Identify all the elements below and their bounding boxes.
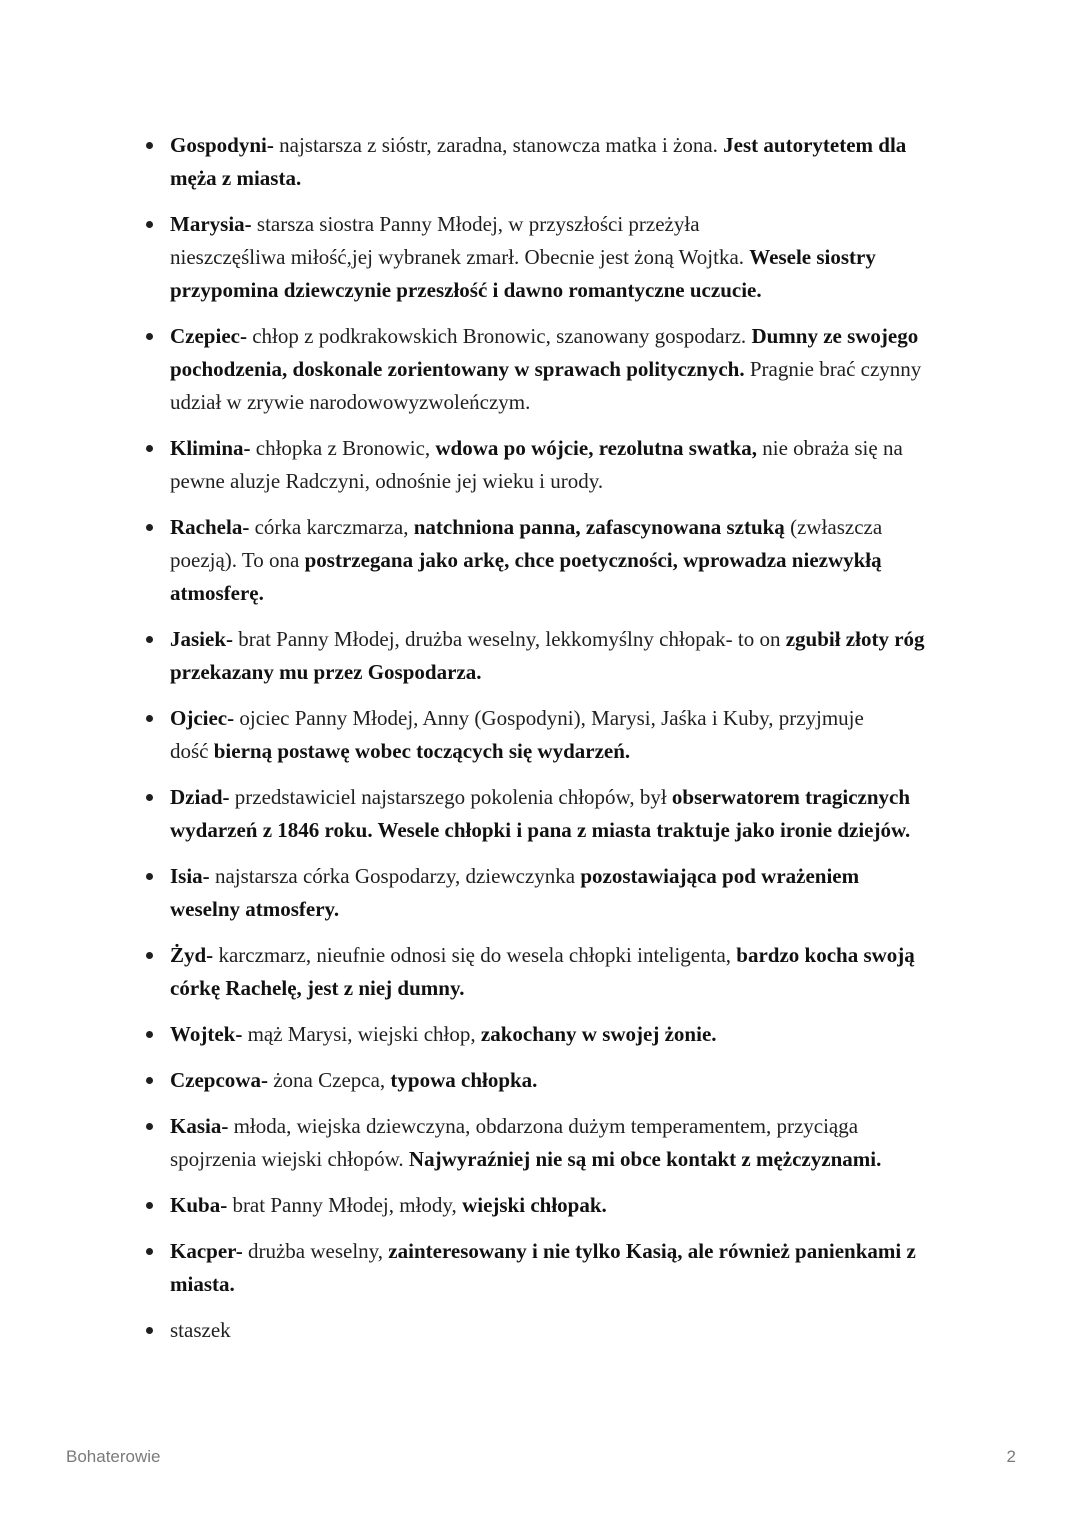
bold-text: przypomina dziewczynie przeszłość i dawno romantyczne uczucie. (170, 278, 762, 302)
list-item-line (170, 386, 960, 419)
bold-text: przekazany mu przez Gospodarza. (170, 660, 482, 684)
bold-text: Dziad- (170, 785, 230, 809)
list-item-line (170, 353, 960, 386)
list-item-line (170, 623, 960, 656)
bold-text: obserwatorem tragicznych (671, 785, 911, 809)
list-item-line (170, 1268, 960, 1301)
bold-text: postrzegana jako arkę, chce poetyczności, wprowadza niezwykłą (304, 548, 882, 572)
list-item-line (170, 208, 960, 241)
body-text: córka karczmarza, (249, 515, 414, 539)
bold-text: córkę Rachelę, jest z niej dumny. (170, 976, 465, 1000)
body-text: brat Panny Młodej, drużba weselny, lekkomyślny chłopak- to on (233, 627, 786, 651)
bold-text: Czepiec- (170, 324, 247, 348)
bold-text: Żyd- (170, 943, 214, 967)
bold-text: Wojtek- (170, 1022, 243, 1046)
body-text: brat Panny Młodej, młody, (227, 1193, 463, 1217)
body-text: starsza siostra Panny Młodej, w przyszłości przeżyła (251, 212, 700, 236)
body-text: (zwłaszcza (784, 515, 883, 539)
body-text: poezją). To ona (170, 548, 305, 572)
body-text: pewne aluzje Radczyni, odnośnie jej wieku i urody. (170, 469, 604, 493)
body-text: staszek (170, 1318, 231, 1342)
list-item (170, 1018, 960, 1051)
list-item-line (170, 274, 960, 307)
list-item-line (170, 1064, 960, 1097)
list-item (170, 860, 960, 926)
list-item-line (170, 702, 960, 735)
body-text: drużba weselny, (242, 1239, 389, 1263)
bold-text: Kasia- (170, 1114, 229, 1138)
list-item (170, 1064, 960, 1097)
bold-text: bierną postawę wobec toczących się wydarzeń. (213, 739, 631, 763)
list-item (170, 432, 960, 498)
list-item (170, 511, 960, 610)
body-text: chłop z podkrakowskich Bronowic, szanowany gospodarz. (246, 324, 752, 348)
bold-text: Dumny ze swojego (751, 324, 919, 348)
bold-text: zainteresowany i nie tylko Kasią, ale również panienkami z (388, 1239, 916, 1263)
list-item-line (170, 432, 960, 465)
body-text: żona Czepca, (267, 1068, 391, 1092)
body-text: karczmarz, nieufnie odnosi się do wesela chłopki inteligenta, (213, 943, 737, 967)
bold-text: weselny atmosfery. (170, 897, 340, 921)
list-item (170, 320, 960, 419)
bold-text: Jest autorytetem dla (723, 133, 907, 157)
bold-text: Wesele siostry (749, 245, 876, 269)
body-text: mąż Marysi, wiejski chłop, (242, 1022, 481, 1046)
footer-page-number: 2 (1006, 1447, 1016, 1466)
list-item-line (170, 241, 960, 274)
list-item (170, 781, 960, 847)
body-text: dość (170, 739, 214, 763)
list-item-line (170, 511, 960, 544)
list-item-line (170, 320, 960, 353)
list-item-line (170, 939, 960, 972)
bold-text: pochodzenia, doskonale zorientowany w sprawach politycznych. (170, 357, 745, 381)
bold-text: wydarzeń z 1846 roku. Wesele chłopki i pana z miasta traktuje jako ironie dziejów. (170, 818, 911, 842)
list-item-line (170, 781, 960, 814)
body-text: przedstawiciel najstarszego pokolenia chłopów, był (229, 785, 672, 809)
list-item-line (170, 972, 960, 1005)
bold-text: męża z miasta. (170, 166, 302, 190)
bold-text: Rachela- (170, 515, 250, 539)
list-item (170, 208, 960, 307)
bold-text: Ojciec- (170, 706, 235, 730)
body-text: najstarsza z sióstr, zaradna, stanowcza matka i żona. (273, 133, 724, 157)
list-item (170, 1235, 960, 1301)
bold-text: pozostawiająca pod wrażeniem (580, 864, 860, 888)
bold-text: Kuba- (170, 1193, 228, 1217)
bold-text: Isia- (170, 864, 210, 888)
body-text: chłopka z Bronowic, (250, 436, 436, 460)
bold-text: Najwyraźniej nie są mi obce kontakt z mężczyznami. (408, 1147, 882, 1171)
body-text: udział w zrywie narodowowyzwoleńczym. (170, 390, 531, 414)
bold-text: wiejski chłopak. (462, 1193, 607, 1217)
list-item-line (170, 893, 960, 926)
bold-text: miasta. (170, 1272, 235, 1296)
list-item-line (170, 1235, 960, 1268)
list-item-line (170, 1018, 960, 1051)
footer-document-title: Bohaterowie (66, 1447, 161, 1466)
list-item-line (170, 465, 960, 498)
bold-text: atmosferę. (170, 581, 264, 605)
list-item (170, 939, 960, 1005)
bold-text: Klimina- (170, 436, 251, 460)
list-item (170, 702, 960, 768)
list-item-line (170, 1110, 960, 1143)
list-item-line (170, 735, 960, 768)
bold-text: Gospodyni- (170, 133, 274, 157)
bold-text: bardzo kocha swoją (736, 943, 915, 967)
character-list (170, 129, 960, 1360)
bold-text: Marysia- (170, 212, 252, 236)
list-item (170, 129, 960, 195)
list-item (170, 1189, 960, 1222)
body-text: najstarsza córka Gospodarzy, dziewczynka (209, 864, 581, 888)
body-text: ojciec Panny Młodej, Anny (Gospodyni), Marysi, Jaśka i Kuby, przyjmuje (234, 706, 864, 730)
list-item-line (170, 162, 960, 195)
list-item-line (170, 656, 960, 689)
list-item-line (170, 129, 960, 162)
bold-text: Kacper- (170, 1239, 243, 1263)
body-text: spojrzenia wiejski chłopów. (170, 1147, 409, 1171)
list-item (170, 623, 960, 689)
body-text: nieszczęśliwa miłość,jej wybranek zmarł. Obecnie jest żoną Wojtka. (170, 245, 750, 269)
bold-text: zakochany w swojej żonie. (480, 1022, 717, 1046)
list-item-line (170, 577, 960, 610)
body-text: nie obraża się na (757, 436, 903, 460)
list-item-line (170, 544, 960, 577)
bold-text: zgubił złoty róg (785, 627, 925, 651)
bold-text: Czepcowa- (170, 1068, 268, 1092)
body-text: młoda, wiejska dziewczyna, obdarzona dużym temperamentem, przyciąga (228, 1114, 859, 1138)
bold-text: natchniona panna, zafascynowana sztuką (413, 515, 785, 539)
list-item-line (170, 860, 960, 893)
list-item-line (170, 1189, 960, 1222)
bold-text: wdowa po wójcie, rezolutna swatka, (435, 436, 757, 460)
list-item (170, 1314, 960, 1347)
list-item-line (170, 814, 960, 847)
body-text: Pragnie brać czynny (744, 357, 922, 381)
list-item-line (170, 1314, 960, 1347)
bold-text: Jasiek- (170, 627, 233, 651)
bold-text: typowa chłopka. (390, 1068, 538, 1092)
list-item (170, 1110, 960, 1176)
list-item-line (170, 1143, 960, 1176)
